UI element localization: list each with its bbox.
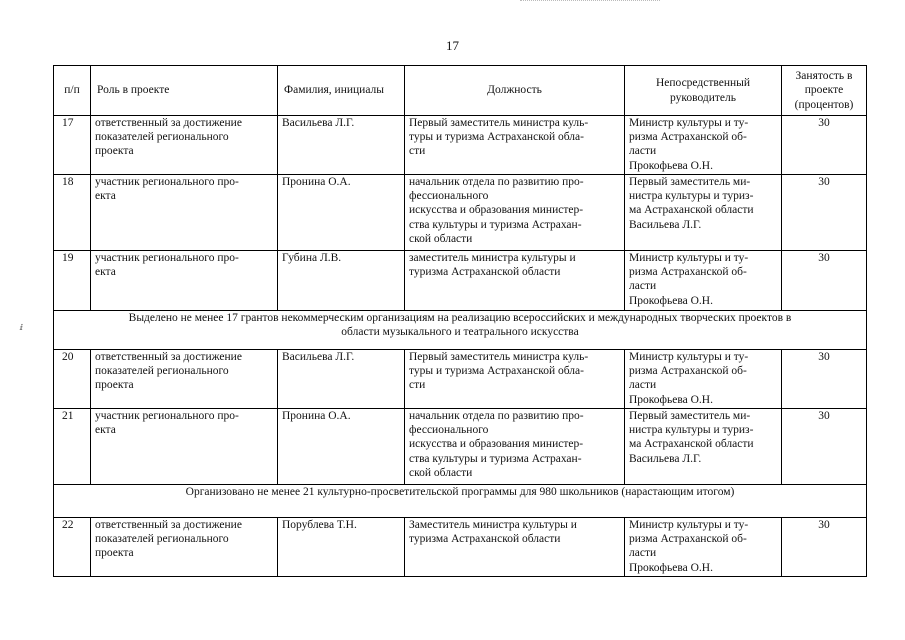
cell-line: Министр культуры и ту- [629, 519, 749, 531]
cell-line: показателей регионального [95, 533, 229, 546]
cell-line: Прокофьева О.Н. [629, 159, 713, 172]
cell-line: области музыкального и театрального искусства [341, 326, 579, 339]
cell-line: ризма Астраханской об- [629, 131, 747, 144]
cell-line: ласти [629, 379, 657, 392]
cell-line: ства культуры и туризма Астрахан- [409, 452, 582, 465]
cell-line: сти [409, 145, 426, 158]
row-name: Пронина О.А. [278, 175, 405, 251]
row-manager [625, 350, 782, 409]
cell-line: проекта [95, 547, 134, 560]
scan-mark [520, 0, 660, 5]
row-manager [625, 409, 782, 485]
table-row [54, 409, 867, 485]
row-name: Васильева Л.Г. [278, 350, 405, 409]
cell-line: искусства и образования министер- [409, 438, 584, 451]
row-position [405, 251, 625, 311]
cell-line: ласти [629, 547, 657, 560]
row-employment: 30 [782, 350, 867, 409]
table-row [54, 350, 867, 409]
section-programs [54, 485, 867, 518]
cell-line: туризма Астраханской области [409, 266, 561, 279]
cell-line: ризма Астраханской об- [629, 533, 747, 546]
row-role [91, 409, 278, 485]
cell-line: ризма Астраханской об- [629, 266, 747, 279]
cell-line: ответственный за достижение [95, 117, 242, 129]
cell-line: проекта [95, 379, 134, 392]
row-role [91, 175, 278, 251]
cell-line: Васильева Л.Г. [629, 218, 702, 231]
table-row [54, 518, 867, 577]
cell-line: Заместитель министра культуры и [409, 519, 577, 531]
cell-line: участник регионального про- [95, 410, 239, 422]
cell-line: екта [95, 266, 116, 279]
cell-line: екта [95, 424, 116, 437]
row-num: 20 [54, 350, 91, 409]
cell-line: ответственный за достижение [95, 519, 242, 531]
cell-line: начальник отдела по развитию про- [409, 410, 584, 422]
row-position [405, 518, 625, 577]
cell-line: екта [95, 190, 116, 203]
cell-line: Выделено не менее 17 грантов некоммерческим организациям на реализацию всероссийских и международных творческих проектов в [128, 312, 792, 324]
cell-line: нистра культуры и туриз- [629, 424, 754, 437]
cell-line: участник регионального про- [95, 252, 239, 264]
row-role [91, 116, 278, 175]
row-role [91, 518, 278, 577]
table-header-row [54, 66, 867, 116]
cell-line: ризма Астраханской об- [629, 365, 747, 378]
row-manager [625, 251, 782, 311]
table-row [54, 116, 867, 175]
cell-line: Первый заместитель ми- [629, 176, 751, 188]
row-position [405, 175, 625, 251]
row-employment: 30 [782, 251, 867, 311]
cell-line: ства культуры и туризма Астрахан- [409, 218, 582, 231]
cell-line: Прокофьева О.Н. [629, 393, 713, 406]
header-manager: Непосредственный руководитель [625, 66, 782, 116]
row-manager [625, 175, 782, 251]
row-role [91, 350, 278, 409]
row-employment: 30 [782, 409, 867, 485]
cell-line: Министр культуры и ту- [629, 252, 749, 264]
cell-line: показателей регионального [95, 131, 229, 144]
cell-line: проекта [95, 145, 134, 158]
cell-line: ласти [629, 280, 657, 293]
cell-line: Васильева Л.Г. [629, 452, 702, 465]
scan-dot: ⅈ [20, 323, 24, 332]
row-num: 17 [54, 116, 91, 175]
section-grants [54, 311, 867, 350]
row-position [405, 350, 625, 409]
cell-line: Организовано не менее 21 культурно-просветительской программы для 980 школьников (нарастающим итогом) [185, 486, 735, 498]
row-num: 22 [54, 518, 91, 577]
cell-line: ма Астраханской области [629, 204, 754, 217]
cell-line: искусства и образования министер- [409, 204, 584, 217]
row-manager [625, 116, 782, 175]
cell-line: начальник отдела по развитию про- [409, 176, 584, 188]
row-position [405, 409, 625, 485]
cell-line: Прокофьева О.Н. [629, 294, 713, 307]
row-manager [625, 518, 782, 577]
section-row [54, 485, 867, 518]
table-row [54, 251, 867, 311]
cell-line: Министр культуры и ту- [629, 351, 749, 363]
cell-line: ма Астраханской области [629, 438, 754, 451]
row-num: 21 [54, 409, 91, 485]
cell-line: нистра культуры и туриз- [629, 190, 754, 203]
header-num: п/п [54, 66, 91, 116]
cell-line: ласти [629, 145, 657, 158]
cell-line: участник регионального про- [95, 176, 239, 188]
cell-line: ской области [409, 232, 473, 245]
row-name: Порублева Т.Н. [278, 518, 405, 577]
row-num: 18 [54, 175, 91, 251]
row-employment: 30 [782, 116, 867, 175]
cell-line: ответственный за достижение [95, 351, 242, 363]
row-employment: 30 [782, 518, 867, 577]
cell-line: туры и туризма Астраханской обла- [409, 365, 584, 378]
cell-line: Первый заместитель ми- [629, 410, 751, 422]
cell-line: Первый заместитель министра куль- [409, 117, 589, 129]
cell-line: туризма Астраханской области [409, 533, 561, 546]
cell-line: фессионального [409, 190, 489, 203]
header-employment: Занятость в проекте (процентов) [782, 66, 867, 116]
row-role [91, 251, 278, 311]
table-row [54, 175, 867, 251]
cell-line: туры и туризма Астраханской обла- [409, 131, 584, 144]
cell-line: фессионального [409, 424, 489, 437]
cell-line: Прокофьева О.Н. [629, 561, 713, 574]
header-role: Роль в проекте [91, 66, 278, 116]
cell-line: показателей регионального [95, 365, 229, 378]
cell-line: Первый заместитель министра куль- [409, 351, 589, 363]
row-name: Васильева Л.Г. [278, 116, 405, 175]
cell-line: Министр культуры и ту- [629, 117, 749, 129]
page-number: 17 [446, 38, 459, 53]
cell-line: заместитель министра культуры и [409, 252, 576, 264]
row-position [405, 116, 625, 175]
row-employment: 30 [782, 175, 867, 251]
section-row [54, 311, 867, 350]
row-name: Пронина О.А. [278, 409, 405, 485]
cell-line: сти [409, 379, 426, 392]
header-name: Фамилия, инициалы [278, 66, 405, 116]
row-name: Губина Л.В. [278, 251, 405, 311]
project-team-table [53, 65, 867, 577]
row-num: 19 [54, 251, 91, 311]
header-position: Должность [405, 66, 625, 116]
cell-line: ской области [409, 466, 473, 479]
